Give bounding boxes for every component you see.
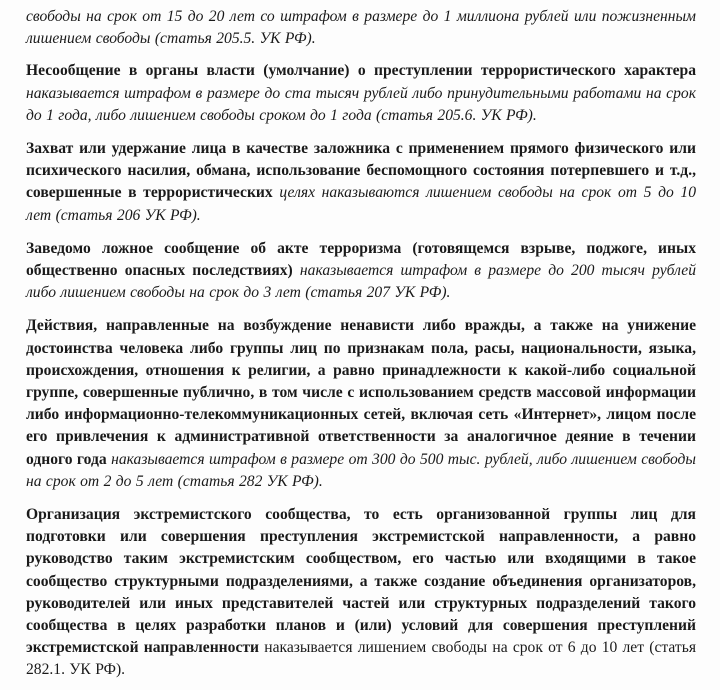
- penalty-text: целях наказываются лишением свободы на срок от 5 до 10 лет (статья 206 УК РФ).: [26, 184, 696, 224]
- penalty-text: наказывается штрафом в размере до ста тысяч рублей либо принудительными работами на срок до 1 года, либо лишением свободы сроком до 1 года (статья 205.6. УК РФ).: [26, 84, 696, 124]
- paragraph-207: [26, 238, 696, 305]
- paragraph-205-6: [26, 60, 696, 127]
- offense-text: Заведомо ложное сообщение об акте терроризма (готовящемся взрыве, поджоге, иных общественно опасных последствиях): [26, 239, 696, 280]
- offense-text: Несообщение в органы власти (умолчание) о преступлении террористического характера: [26, 62, 696, 80]
- offense-text: Действия, направленные на возбуждение ненависти либо вражды, а также на унижение достоинства человека либо группы лиц по признакам пола, расы, национальности, языка, происхождения, отношения к религии, а равно принадлежности к какой-либо социальной группе, совершенные публично, в том числе с использованием средств массовой информации либо информационно-телекоммуникационных сетей, включая сеть «Интернет», лицом после его привлечения к административной ответственности за аналогичное деяние в течении одного года: [26, 317, 696, 468]
- offense-text: Захват или удержание лица в качестве заложника с применением прямого физического или психического насилия, обмана, использование беспомощного состояния потерпевшего и т.д., совершенные в террористических: [26, 140, 696, 202]
- paragraph-206: [26, 138, 696, 227]
- penalty-text: наказывается лишением свободы на срок от 6 до 10 лет (статья 282.1. УК РФ).: [26, 639, 696, 679]
- offense-text: Организация экстремистского сообщества, то есть организованной группы лиц для подготовки или совершения преступления экстремистской направленности, а равно руководство таким экстремистским сообществом, его частью или входящими в такое сообщество структурными подразделениями, а также создание объединения организаторов, руководителей или иных представителей частей или структурных подразделений такого сообщества в целях разработки планов и (или) условий для совершения преступлений экстремистской направленности: [26, 506, 696, 657]
- paragraph-282: [26, 315, 696, 493]
- penalty-text: свободы на срок от 15 до 20 лет со штрафом в размере до 1 миллиона рублей или пожизненным лишением свободы (статья 205.5. УК РФ).: [26, 8, 696, 48]
- penalty-text: наказывается штрафом в размере от 300 до 500 тыс. рублей, либо лишением свободы на срок от 2 до 5 лет (статья 282 УК РФ).: [26, 450, 696, 490]
- paragraph-205-5: [26, 6, 696, 50]
- paragraph-282-1: [26, 504, 696, 682]
- penalty-text: наказывается штрафом в размере до 200 тысяч рублей либо лишением свободы на срок до 3 лет (статья 207 УК РФ).: [26, 262, 696, 302]
